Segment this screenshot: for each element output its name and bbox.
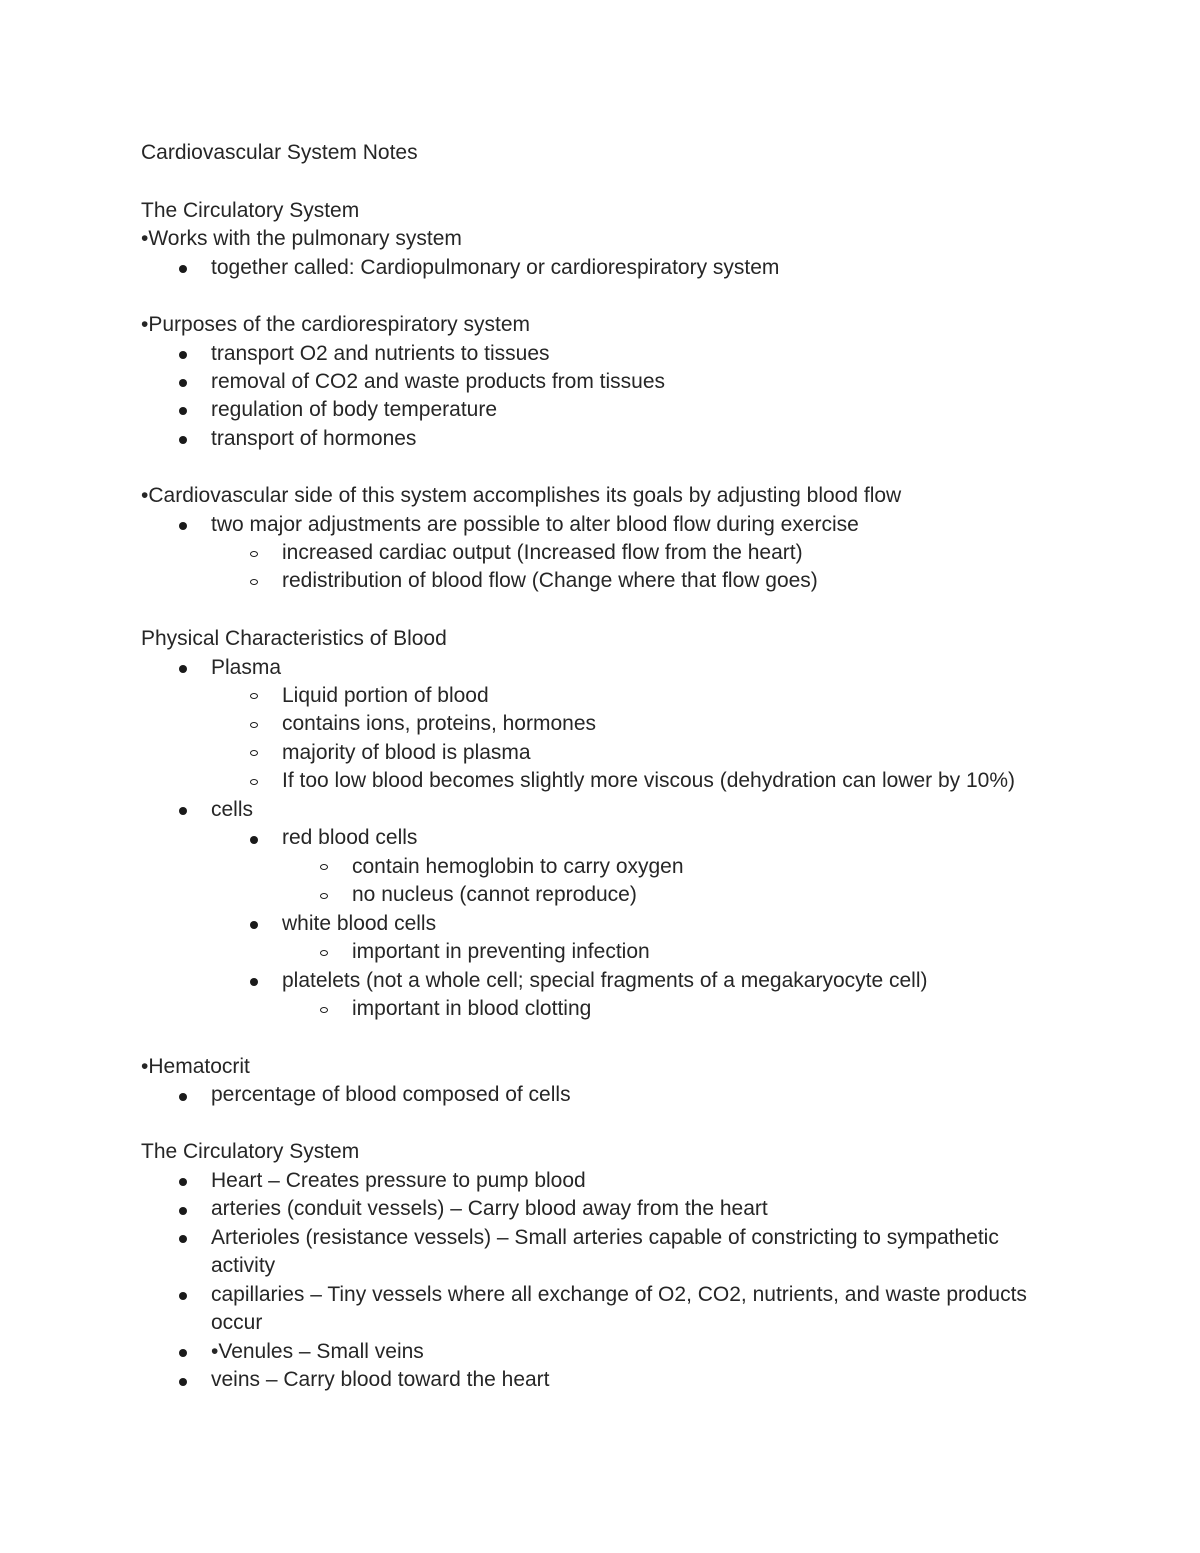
document-title: Cardiovascular System Notes bbox=[141, 141, 418, 164]
section-heading: •Hematocrit bbox=[141, 1055, 250, 1078]
bullet-dot-icon bbox=[179, 1178, 187, 1186]
section-heading: •Purposes of the cardiorespiratory system bbox=[141, 313, 531, 336]
bullet-dot-icon bbox=[179, 807, 187, 815]
list-item: Plasma bbox=[211, 656, 282, 679]
list-item: regulation of body temperature bbox=[211, 398, 498, 421]
list-item: veins – Carry blood toward the heart bbox=[211, 1368, 550, 1391]
bullet-dot-icon bbox=[179, 436, 187, 444]
list-item: cells bbox=[211, 798, 254, 821]
section-heading: Physical Characteristics of Blood bbox=[141, 627, 447, 650]
list-item: platelets (not a whole cell; special fragments of a megakaryocyte cell) bbox=[282, 969, 928, 992]
list-item: increased cardiac output (Increased flow from the heart) bbox=[282, 541, 803, 564]
bullet-dot-icon bbox=[250, 978, 258, 986]
list-item: If too low blood becomes slightly more viscous (dehydration can lower by 10%) bbox=[282, 769, 1016, 792]
list-item: Heart – Creates pressure to pump blood bbox=[211, 1169, 586, 1192]
section-heading: The Circulatory System bbox=[141, 199, 360, 222]
bullet-dot-icon bbox=[179, 265, 187, 273]
list-item: no nucleus (cannot reproduce) bbox=[352, 883, 637, 906]
bullet-dot-icon bbox=[250, 921, 258, 929]
bullet-dot-icon bbox=[179, 1235, 187, 1243]
list-item: Arterioles (resistance vessels) – Small arteries capable of constricting to sympathetic bbox=[211, 1226, 999, 1249]
list-item-continuation: occur bbox=[211, 1311, 263, 1334]
list-item: arteries (conduit vessels) – Carry blood away from the heart bbox=[211, 1197, 768, 1220]
bullet-circle-icon bbox=[250, 750, 258, 756]
bullet-dot-icon bbox=[179, 522, 187, 530]
list-item: important in preventing infection bbox=[352, 940, 650, 963]
list-item: transport of hormones bbox=[211, 427, 417, 450]
list-item: two major adjustments are possible to alter blood flow during exercise bbox=[211, 513, 859, 536]
bullet-dot-icon bbox=[179, 1349, 187, 1357]
section-heading: The Circulatory System bbox=[141, 1140, 360, 1163]
bullet-dot-icon bbox=[179, 1292, 187, 1300]
bullet-circle-icon bbox=[320, 893, 328, 899]
bullet-dot-icon bbox=[250, 836, 258, 844]
bullet-dot-icon bbox=[179, 407, 187, 415]
bullet-circle-icon bbox=[250, 579, 258, 585]
list-item: percentage of blood composed of cells bbox=[211, 1083, 571, 1106]
list-item: •Works with the pulmonary system bbox=[141, 227, 462, 250]
list-item: contain hemoglobin to carry oxygen bbox=[352, 855, 684, 878]
list-item: white blood cells bbox=[282, 912, 437, 935]
bullet-dot-icon bbox=[179, 665, 187, 673]
list-item: majority of blood is plasma bbox=[282, 741, 531, 764]
list-item: important in blood clotting bbox=[352, 997, 592, 1020]
list-item: red blood cells bbox=[282, 826, 418, 849]
list-item: •Venules – Small veins bbox=[211, 1340, 424, 1363]
bullet-dot-icon bbox=[179, 351, 187, 359]
section-heading: •Cardiovascular side of this system accomplishes its goals by adjusting blood flow bbox=[141, 484, 902, 507]
list-item: contains ions, proteins, hormones bbox=[282, 712, 597, 735]
bullet-circle-icon bbox=[250, 693, 258, 699]
list-item: capillaries – Tiny vessels where all exchange of O2, CO2, nutrients, and waste products bbox=[211, 1283, 1027, 1306]
bullet-circle-icon bbox=[320, 1007, 328, 1013]
bullet-circle-icon bbox=[320, 864, 328, 870]
bullet-circle-icon bbox=[320, 950, 328, 956]
list-item-continuation: activity bbox=[211, 1254, 276, 1277]
bullet-circle-icon bbox=[250, 779, 258, 785]
bullet-dot-icon bbox=[179, 1378, 187, 1386]
list-item: together called: Cardiopulmonary or cardiorespiratory system bbox=[211, 256, 780, 279]
list-item: redistribution of blood flow (Change where that flow goes) bbox=[282, 569, 818, 592]
list-item: removal of CO2 and waste products from tissues bbox=[211, 370, 666, 393]
bullet-circle-icon bbox=[250, 551, 258, 557]
bullet-circle-icon bbox=[250, 722, 258, 728]
list-item: transport O2 and nutrients to tissues bbox=[211, 342, 550, 365]
bullet-dot-icon bbox=[179, 379, 187, 387]
bullet-dot-icon bbox=[179, 1207, 187, 1215]
list-item: Liquid portion of blood bbox=[282, 684, 489, 707]
bullet-dot-icon bbox=[179, 1093, 187, 1101]
